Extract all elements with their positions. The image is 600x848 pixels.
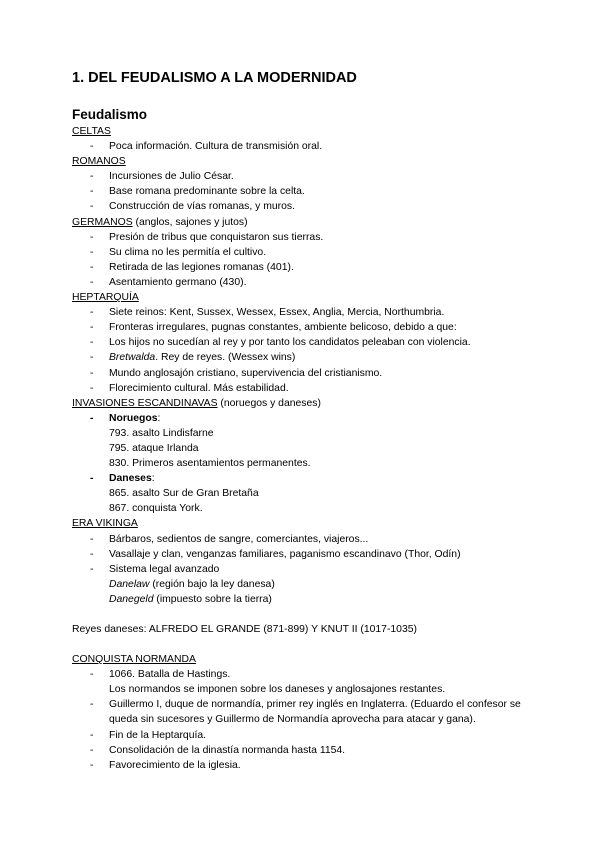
reyes-daneses: Reyes daneses: ALFREDO EL GRANDE (871-899) Y KNUT II (1017-1035) — [72, 624, 417, 635]
list-item: - Presión de tribus que conquistaron sus tierras. — [90, 231, 324, 243]
list-item: - Sistema legal avanzado — [90, 563, 220, 575]
list-item: - Poca información. Cultura de transmisión oral. — [90, 141, 323, 153]
heading-celtas: CELTAS — [72, 126, 111, 137]
noruegos-line: 793. asalto Lindisfarne — [109, 427, 214, 439]
conquista-continuation: Los normandos se imponen sobre los daneses y anglosajones restantes. — [109, 684, 446, 696]
list-item: - Consolidación de la dinastía normanda hasta 1154. — [90, 744, 346, 756]
list-item: - Base romana predominante sobre la celta. — [90, 186, 305, 198]
danegeld-line: Danegeld (impuesto sobre la tierra) — [109, 593, 272, 605]
heading-era-vikinga: ERA VIKINGA — [72, 518, 138, 530]
list-item: - Fronteras irregulares, pugnas constantes, ambiente belicoso, debido a que: — [90, 322, 457, 334]
list-item-daneses: - Daneses: — [90, 473, 155, 485]
heading-conquista-normanda: CONQUISTA NORMANDA — [72, 654, 196, 666]
noruegos-line: 830. Primeros asentamientos permanentes. — [109, 458, 311, 470]
list-celtas — [72, 139, 542, 154]
list-item: - Siete reinos: Kent, Sussex, Wessex, Essex, Anglia, Mercia, Northumbria. — [90, 307, 445, 319]
heading-heptarquia: HEPTARQUÍA — [72, 292, 139, 304]
list-conquista — [72, 667, 542, 682]
list-item: - Asentamiento germano (430). — [90, 276, 247, 288]
list-item: - Su clima no les permitía el cultivo. — [90, 246, 267, 258]
list-item: - Fin de la Heptarquía. — [90, 729, 207, 741]
section-title: Feudalismo — [72, 107, 148, 122]
list-item: - Guillermo I, duque de normandía, primer rey inglés en Inglaterra. (Eduardo el confesor se queda sin sucesores y Guillermo de Normandía aprovecha para atacar y gana). — [90, 699, 521, 726]
list-daneses — [72, 471, 542, 486]
daneses-line: 867. conquista York. — [109, 503, 203, 515]
list-invasiones — [72, 411, 542, 426]
document-body — [72, 124, 542, 773]
list-item: - Los hijos no sucedían al rey y por tanto los candidatos peleaban con violencia. — [90, 337, 471, 349]
list-romanos — [72, 169, 542, 214]
list-conquista-2 — [72, 697, 542, 772]
page-title: 1. DEL FEUDALISMO A LA MODERNIDAD — [72, 70, 357, 86]
list-item: - Vasallaje y clan, venganzas familiares, paganismo escandinavo (Thor, Odín) — [90, 548, 461, 560]
list-germanos — [72, 230, 542, 290]
list-heptarquia — [72, 305, 542, 396]
list-vikinga — [72, 532, 542, 577]
list-item: - Construcción de vías romanas, y muros. — [90, 201, 295, 213]
heading-invasiones: INVASIONES ESCANDINAVAS (noruegos y daneses) — [72, 397, 321, 409]
list-item: - Incursiones de Julio César. — [90, 171, 234, 183]
danelaw-line: Danelaw (región bajo la ley danesa) — [109, 578, 275, 590]
list-item: - Bárbaros, sedientos de sangre, comerciantes, viajeros... — [90, 533, 369, 545]
list-item: - Florecimiento cultural. Más estabilidad. — [90, 382, 289, 394]
heading-germanos: GERMANOS (anglos, sajones y jutos) — [72, 216, 248, 228]
list-item: - Bretwalda. Rey de reyes. (Wessex wins) — [90, 352, 296, 364]
heading-romanos: ROMANOS — [72, 156, 126, 168]
noruegos-line: 795. ataque Irlanda — [109, 442, 199, 454]
list-item-noruegos: - Noruegos: — [90, 412, 161, 424]
list-item: - Favorecimiento de la iglesia. — [90, 759, 241, 771]
list-item: - Mundo anglosajón cristiano, supervivencia del cristianismo. — [90, 367, 383, 379]
list-item: - 1066. Batalla de Hastings. — [90, 669, 231, 681]
list-item: - Retirada de las legiones romanas (401). — [90, 261, 294, 273]
daneses-line: 865. asalto Sur de Gran Bretaña — [109, 488, 259, 500]
